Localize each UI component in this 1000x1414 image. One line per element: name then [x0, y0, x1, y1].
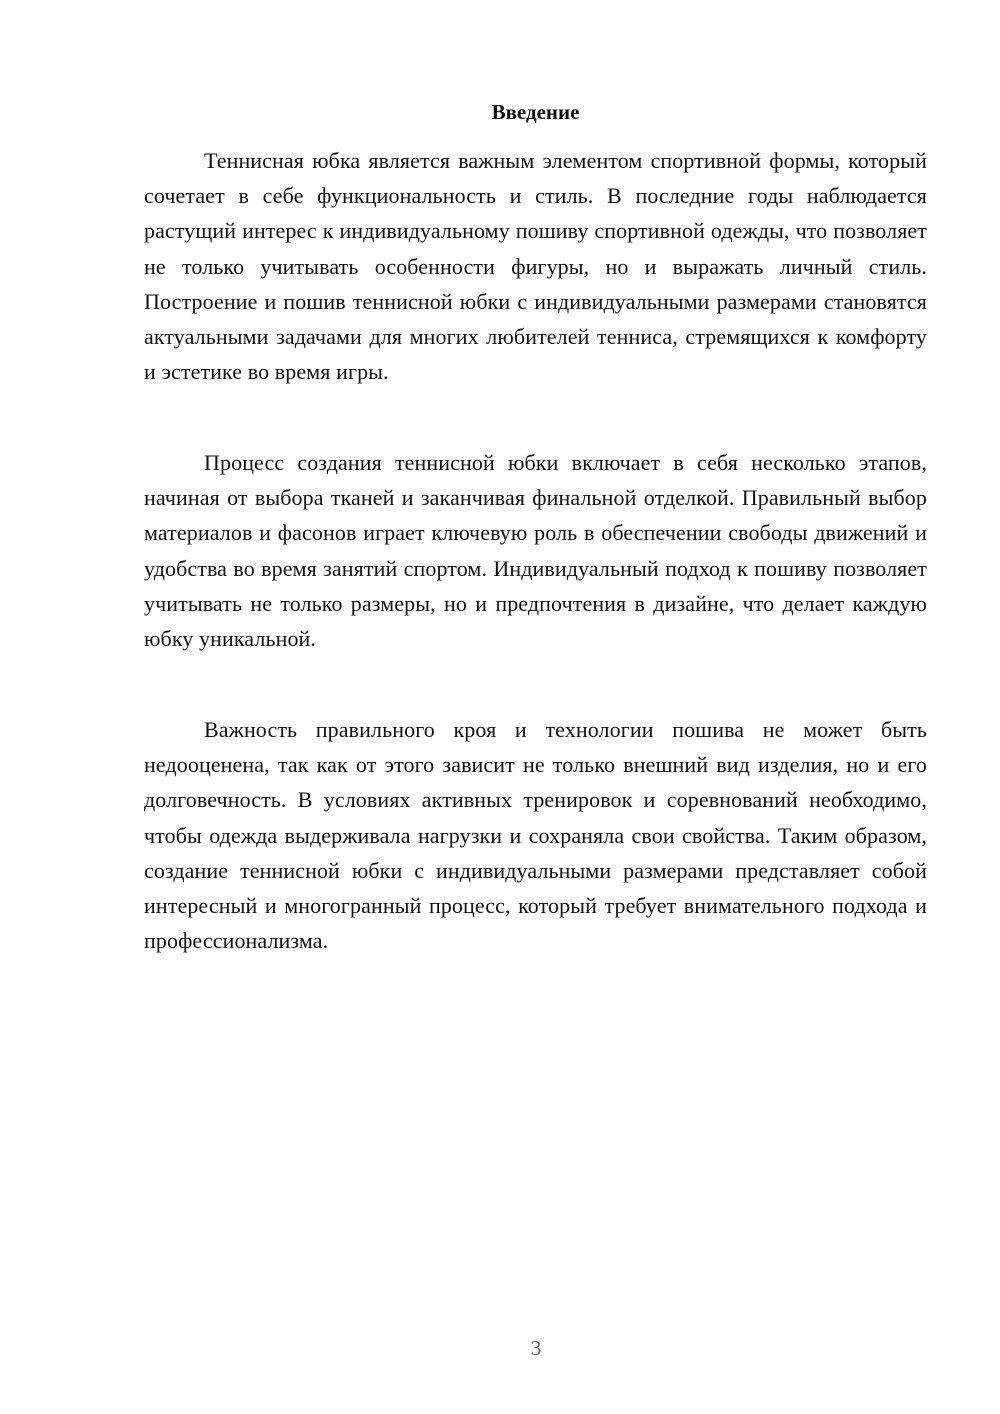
paragraph-2: Процесс создания теннисной юбки включает в себя несколько этапов, начиная от выбора тканей и заканчивая финальной отделкой. Правильный выбор материалов и фасонов играет ключевую роль в обеспечении свободы движений и удобства во время занятий спортом. Индивидуальный подход к пошиву позволяет учитывать не только размеры, но и предпочтения в дизайне, что делает каждую юбку уникальной. [144, 450, 927, 652]
paragraph-3: Важность правильного кроя и технологии пошива не может быть недооценена, так как от этого зависит не только внешний вид изделия, но и его долговечность. В условиях активных тренировок и соревнований необходимо, чтобы одежда выдерживала нагрузки и сохраняла свои свойства. Таким образом, создание теннисной юбки с индивидуальными размерами представляет собой интересный и многогранный процесс, который требует внимательного подхода и профессионализма. [144, 717, 927, 954]
page-number: 3 [530, 1336, 542, 1360]
section-title: Введение [491, 100, 580, 124]
paragraph-1: Теннисная юбка является важным элементом спортивной формы, который сочетает в себе функциональность и стиль. В последние годы наблюдается растущий интерес к индивидуальному пошиву спортивной одежды, что позволяет не только учитывать особенности фигуры, но и выражать личный стиль. Построение и пошив теннисной юбки с индивидуальными размерами становятся актуальными задачами для многих любителей тенниса, стремящихся к комфорту и эстетике во время игры. [144, 148, 927, 385]
